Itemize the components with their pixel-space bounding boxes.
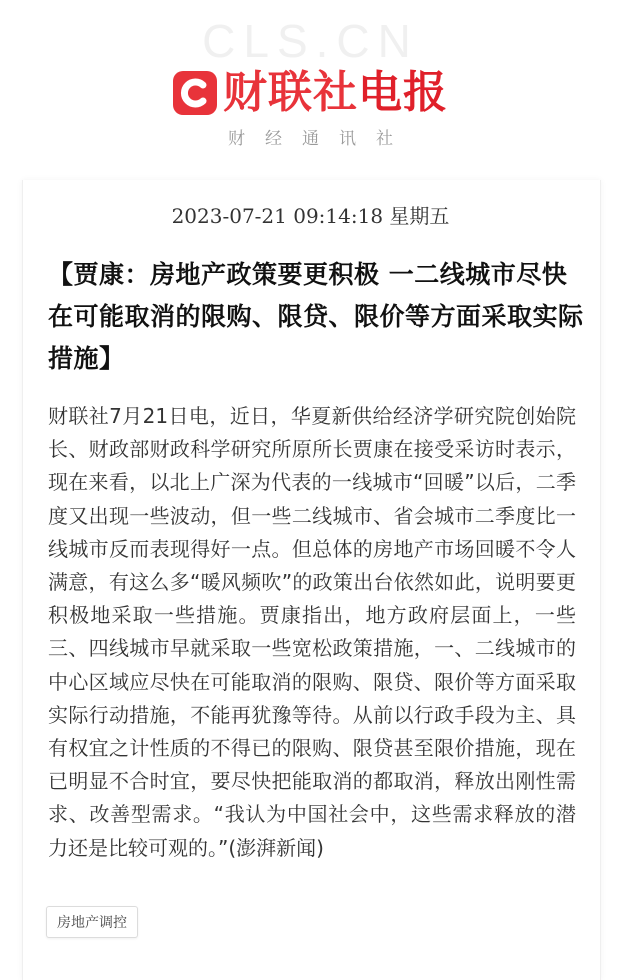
article-headline: 【贾康：房地产政策要更积极 一二线城市尽快在可能取消的限购、限贷、限价等方面采取实际措施】 <box>48 260 584 373</box>
brand-name <box>223 68 448 118</box>
watermark-text: CLS.CN <box>202 15 419 67</box>
cls-logo-icon <box>173 71 217 115</box>
brand-name-part2: 电报 <box>358 67 448 118</box>
publish-datetime: 2023-07-21 09:14:18 星期五 <box>171 204 450 228</box>
article-body: 财联社7月21日电，近日，华夏新供给经济学研究院创始院长、财政部财政科学研究所原所长贾康在接受采访时表示，现在来看，以北上广深为代表的一线城市“回暖”以后，二季度又出现一些波动，但一些二线城市、省会城市二季度比一线城市反而表现得好一点。但总体的房地产市场回暖不令人满意，有这么多“暖风频吹”的政策出台依然如此，说明要更积极地采取一些措施。贾康指出，地方政府层面上，一些三、四线城市早就采取一些宽松政策措施，一、二线城市的中心区域应尽快在可能取消的限购、限贷、限价等方面采取实际行动措施，不能再犹豫等待。从前以行政手段为主、具有权宜之计性质的不得已的限购、限贷甚至限价措施，现在已明显不合时宜，要尽快把能取消的都取消，释放出刚性需求、改善型需求。“我认为中国社会中，这些需求释放的潜力还是比较可观的。”(澎湃新闻) <box>48 404 576 860</box>
topic-tag[interactable]: 房地产调控 <box>46 906 138 938</box>
brand-logo <box>0 68 621 118</box>
brand-name-part1: 财联社 <box>223 67 358 118</box>
brand-slogan: 财经通讯社 <box>228 129 413 149</box>
